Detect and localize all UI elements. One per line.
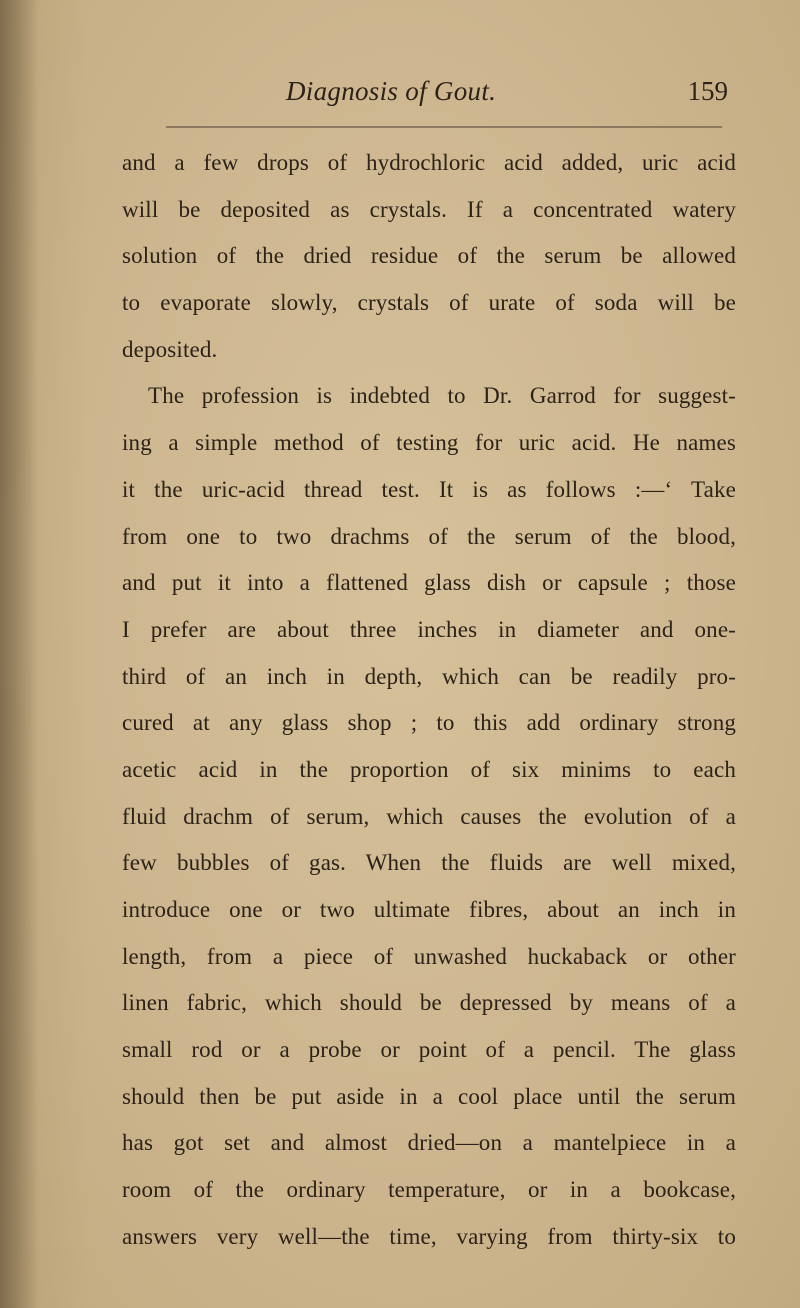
page-edge-shadow [0, 0, 38, 1308]
text-line: from one to two drachms of the serum of the blood, [122, 523, 736, 549]
text-line: deposited. [122, 336, 218, 362]
text-line: it the uric-acid thread test. It is as follows :—‘ Take [122, 476, 736, 502]
text-line: will be deposited as crystals. If a concentrated watery [122, 196, 736, 222]
text-line: cured at any glass shop ; to this add ordinary strong [122, 710, 736, 736]
text-line: linen fabric, which should be depressed by means of a [122, 990, 736, 1016]
text-line: to evaporate slowly, crystals of urate of soda will be [122, 290, 736, 316]
text-line: introduce one or two ultimate fibres, about an inch in [122, 897, 736, 922]
text-line: The profession is indebted to Dr. Garrod for suggest- [148, 383, 736, 409]
text-line: solution of the dried residue of the serum be allowed [122, 243, 736, 269]
text-line: third of an inch in depth, which can be readily pro- [122, 663, 736, 689]
text-line: should then be put aside in a cool place until the serum [122, 1083, 736, 1109]
text-line: and put it into a flattened glass dish or capsule ; those [122, 570, 736, 596]
text-line: fluid drachm of serum, which causes the evolution of a [122, 803, 736, 829]
text-line: room of the ordinary temperature, or in a bookcase, [122, 1177, 736, 1203]
text-line: ing a simple method of testing for uric acid. He names [122, 430, 736, 456]
text-line: answers very well—the time, varying from thirty-six to [122, 1223, 736, 1249]
text-line: I prefer are about three inches in diameter and one- [122, 616, 736, 642]
header-rule [166, 126, 722, 128]
text-line: small rod or a probe or point of a pencil. The glass [122, 1037, 736, 1063]
body-text [122, 140, 736, 1261]
text-line: has got set and almost dried—on a mantelpiece in a [122, 1130, 736, 1156]
running-title: Diagnosis of Gout. [286, 76, 497, 106]
text-line: acetic acid in the proportion of six minims to each [122, 756, 736, 782]
page-number: 159 [687, 76, 728, 106]
text-line: few bubbles of gas. When the fluids are well mixed, [122, 850, 736, 876]
page-header [118, 76, 728, 116]
text-line: length, from a piece of unwashed huckaback or other [122, 943, 736, 969]
text-line: and a few drops of hydrochloric acid added, uric acid [122, 150, 736, 175]
